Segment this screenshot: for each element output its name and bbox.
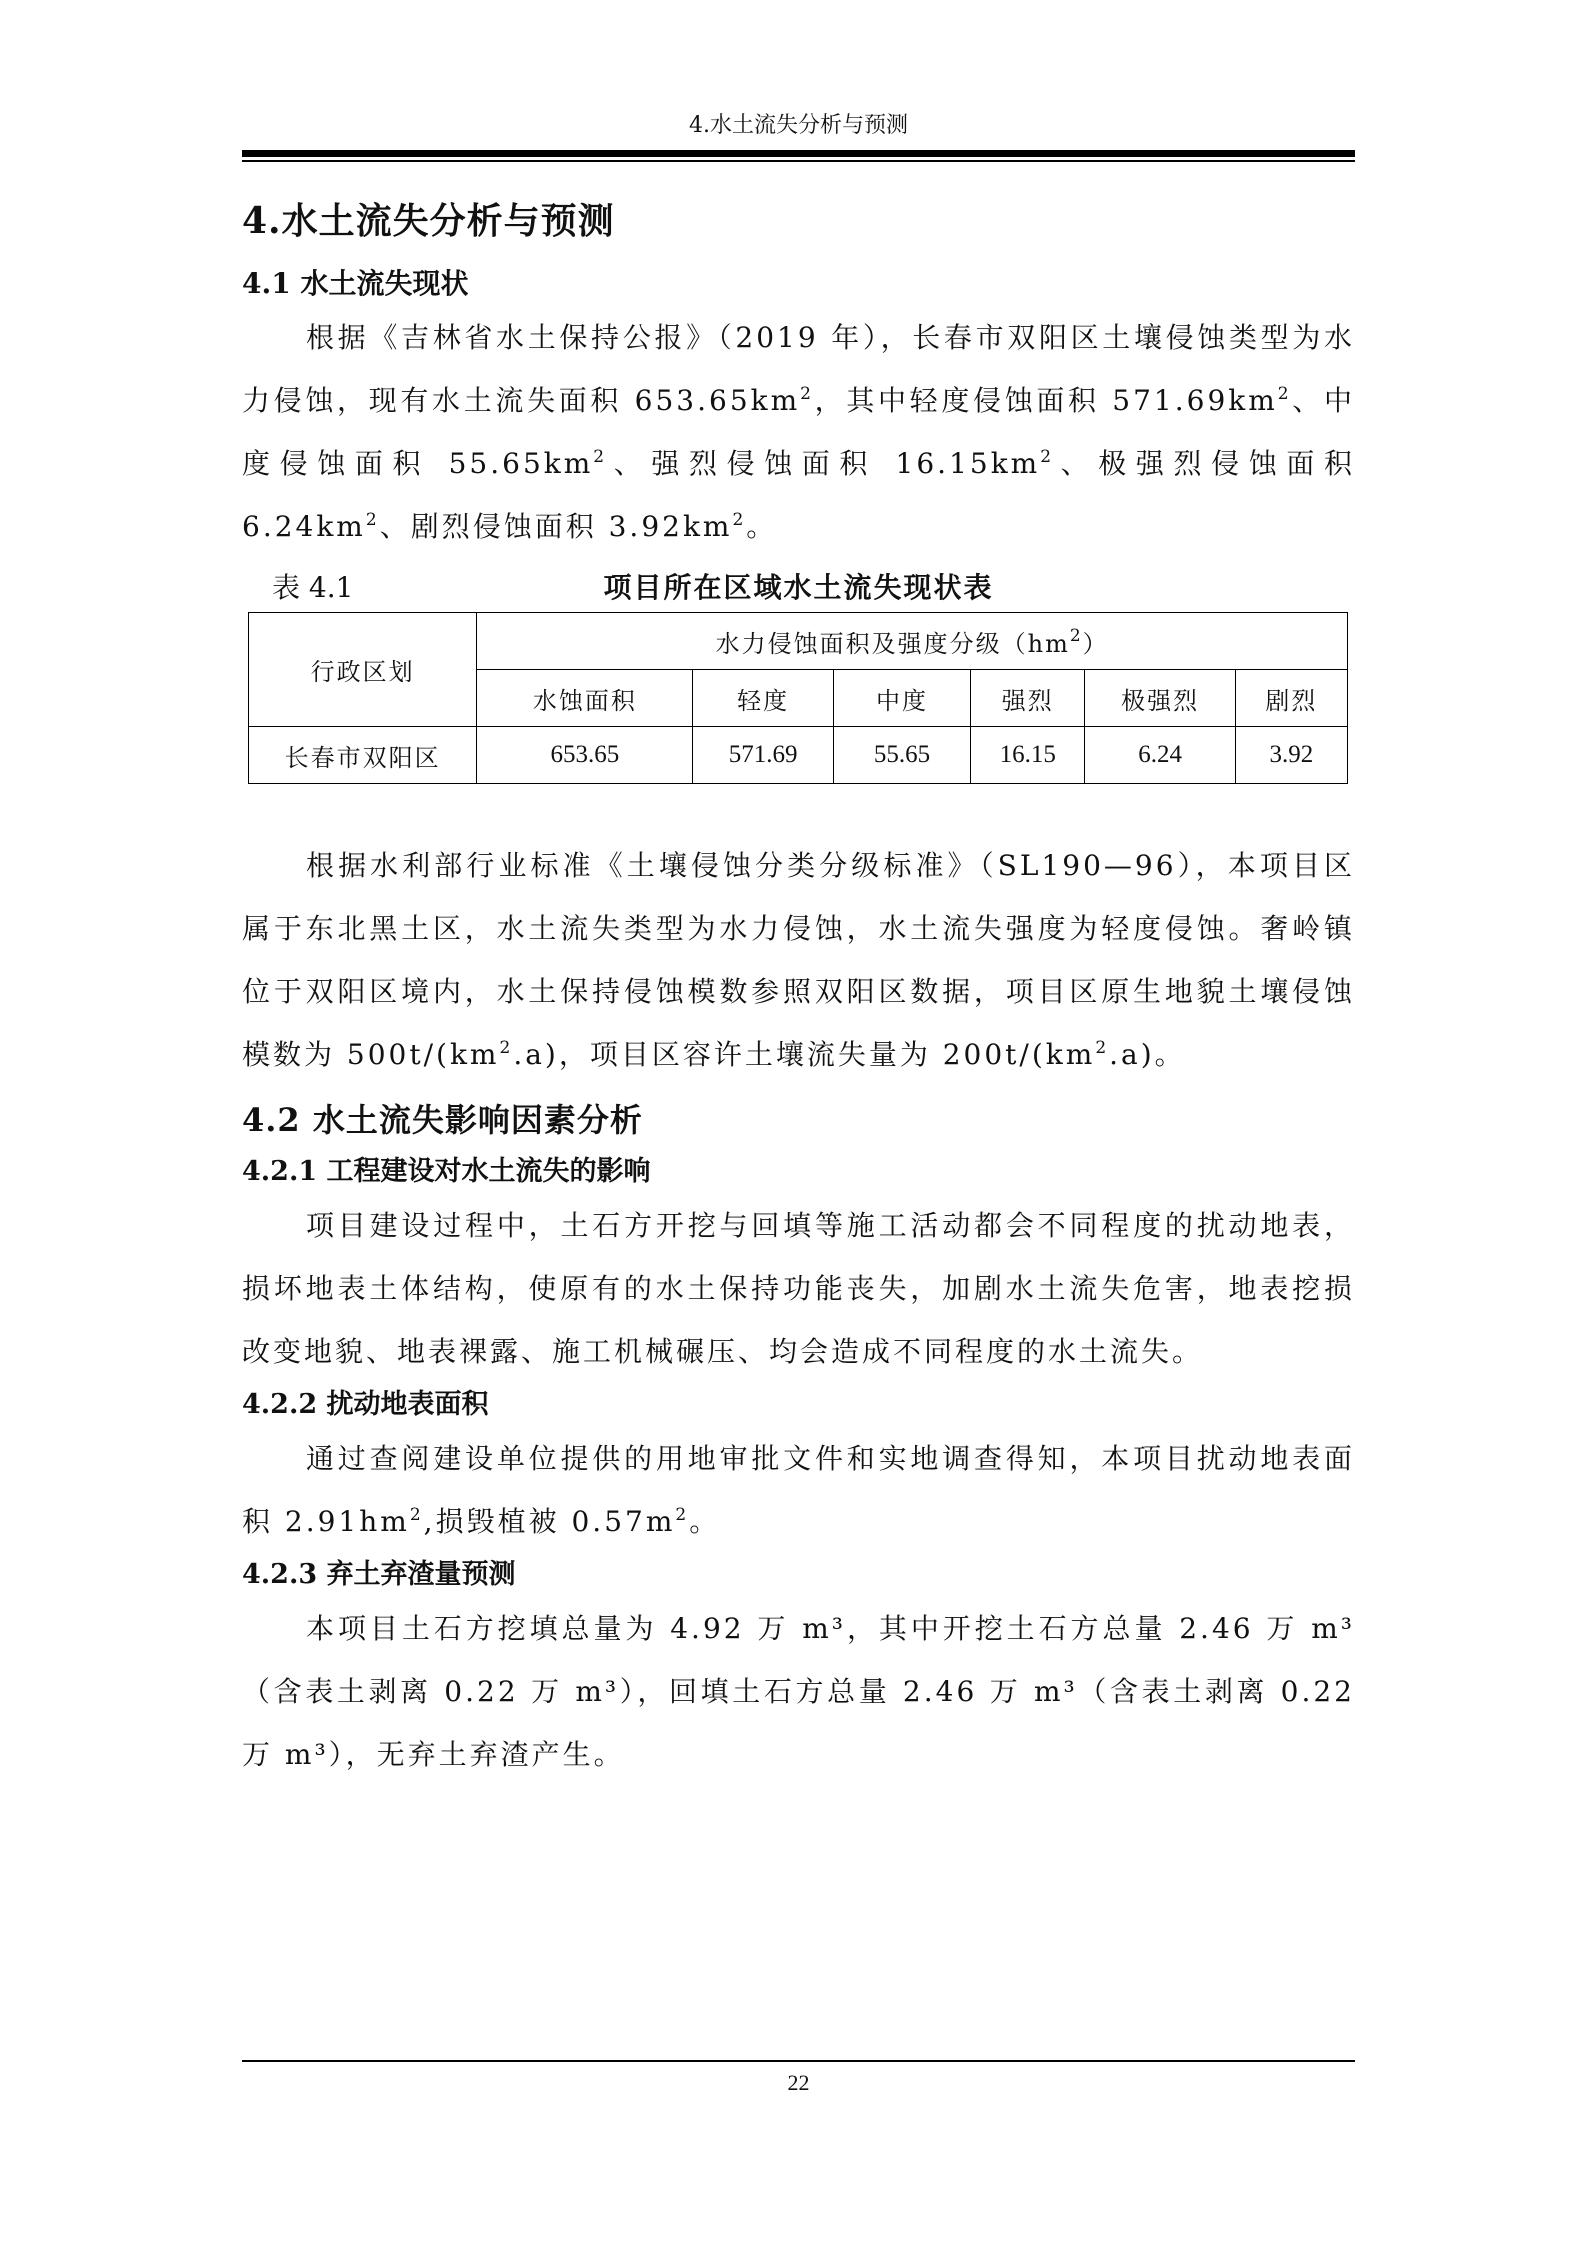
header-rule (242, 150, 1355, 157)
cell-value: 6.24 (1085, 727, 1236, 784)
table-caption (242, 564, 1355, 608)
cell-value: 16.15 (971, 727, 1085, 784)
chapter-title: 4.水土流失分析与预测 (242, 200, 615, 242)
table-caption-title: 项目所在区域水土流失现状表 (603, 571, 994, 604)
cell-value: 55.65 (833, 727, 970, 784)
cell-value: 571.69 (693, 727, 833, 784)
header-col: 水蚀面积 (477, 670, 693, 727)
paragraph-construction-impact: 项目建设过程中，土石方开挖与回填等施工活动都会不同程度的扰动地表，损坏地表土体结构，使原有的水土保持功能丧失，加剧水土流失危害，地表挖损改变地貌、地表裸露、施工机械碾压、均会造成不同程度的水土流失。 (242, 1209, 1355, 1368)
header-group: 水力侵蚀面积及强度分级$(hm^2)$ (477, 613, 1348, 670)
subsection-heading-4-2-3: 4.2.3 弃土弃渣量预测 (242, 1559, 516, 1590)
header-col: 极强烈 (1085, 670, 1236, 727)
paragraph-erosion-status: 根据《吉林省水土保持公报》（2019 年），长春市双阳区土壤侵蚀类型为水力侵蚀，现有水土流失面积 $653.65km^2$，其中轻度侵蚀面积 $571.69km^2$、中度侵蚀面积 $55.65km^2$、强烈侵蚀面积 $16.15km^2$、极强烈侵蚀面积 $6.24km^2$、剧烈侵蚀面积 $3.92km^2$。 (242, 321, 1355, 543)
paragraph-spoil-prediction: 本项目土石方挖填总量为 4.92 万 m³，其中开挖土石方总量 2.46 万 m³（含表土剥离 0.22 万 m³），回填土石方总量 2.46 万 m³（含表土剥离 0.22 万 m³），无弃土弃渣产生。 (242, 1612, 1355, 1771)
table-row (249, 727, 1348, 784)
subsection-heading-4-2-2: 4.2.2 扰动地表面积 (242, 1389, 489, 1420)
cell-value: 653.65 (477, 727, 693, 784)
table-caption-number: 表 4.1 (272, 571, 354, 604)
erosion-status-table (248, 612, 1348, 784)
spacer (242, 784, 1355, 834)
header-rule-thin (242, 160, 1355, 162)
header-region: 行政区划 (249, 613, 477, 727)
paragraph-disturbed-area: 通过查阅建设单位提供的用地审批文件和实地调查得知，本项目扰动地表面积 $2.91hm^2$,损毁植被 $0.57m^2$。 (242, 1442, 1355, 1538)
page-number: 22 (787, 2070, 810, 2095)
cell-region: 长春市双阳区 (249, 727, 477, 784)
header-col: 中度 (833, 670, 970, 727)
running-header: 4.水土流失分析与预测 (689, 113, 908, 138)
header-col: 剧烈 (1235, 670, 1347, 727)
footer-rule (242, 2060, 1355, 2062)
cell-value: 3.92 (1235, 727, 1347, 784)
header-col: 轻度 (693, 670, 833, 727)
paragraph-erosion-standard: 根据水利部行业标准《土壤侵蚀分类分级标准》（SL190—96），本项目区属于东北黑土区，水土流失类型为水力侵蚀，水土流失强度为轻度侵蚀。奢岭镇位于双阳区境内，水土保持侵蚀模数参照双阳区数据，项目区原生地貌土壤侵蚀模数为 $500t/(km^2.a)$，项目区容许土壤流失量为 $200t/(km^2.a)$。 (242, 849, 1355, 1071)
section-heading-4-1: 4.1 水土流失现状 (242, 267, 469, 300)
content (242, 186, 1355, 1786)
section-heading-4-2: 4.2 水土流失影响因素分析 (242, 1101, 643, 1139)
header-col: 强烈 (971, 670, 1085, 727)
subsection-heading-4-2-1: 4.2.1 工程建设对水土流失的影响 (242, 1156, 651, 1187)
table-header-row (249, 613, 1348, 670)
